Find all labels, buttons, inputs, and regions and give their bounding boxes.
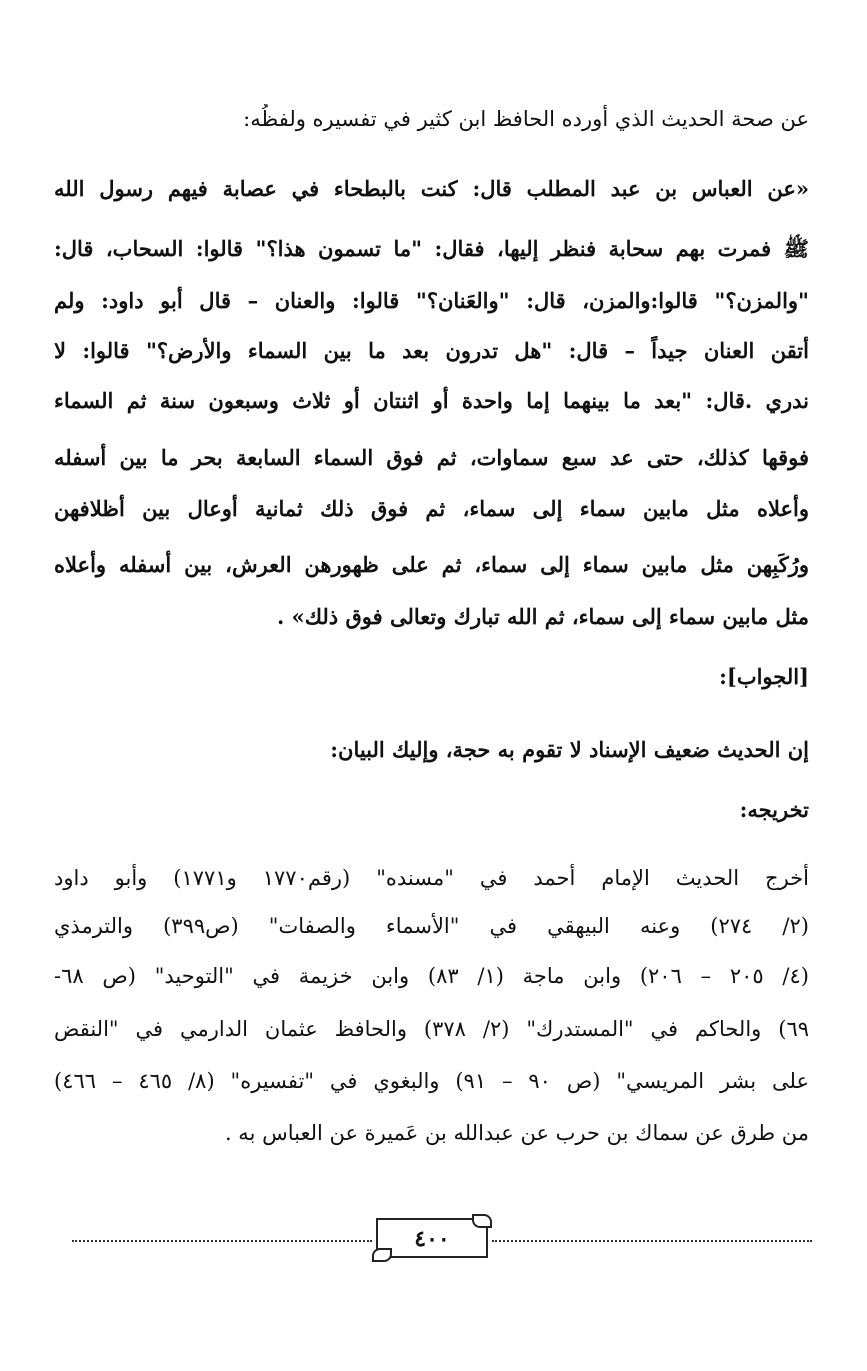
intro-line: عن صحة الحديث الذي أورده الحافظ ابن كثير في تفسيره ولفظُه: — [243, 107, 809, 131]
quote-line-9: مثل مابين سماء إلى سماء، ثم الله تبارك وتعالى فوق ذلك» . — [276, 604, 809, 629]
takhrij-line-6: من طرق عن سماك بن حرب عن عبدالله بن عَميرة عن العباس به . — [224, 1121, 809, 1145]
footer-divider-left — [72, 1240, 372, 1242]
quote-line-5: ندري .قال: "بعد ما بينهما إما واحدة أو اثنتان أو ثلاث وسبعون سنة ثم السماء — [54, 388, 809, 413]
quote-line-6: فوقها كذلك، حتى عد سبع سماوات، ثم فوق السماء السابعة بحر ما بين أسفله — [54, 445, 809, 470]
takhrij-line-4: ٦٩) والحاكم في "المستدرك" (٢/ ٣٧٨) والحافظ عثمان الدارمي في "النقض — [54, 1017, 809, 1041]
quote-line-8: ورُكَبِهن مثل مابين سماء إلى سماء، ثم على ظهورهن العرش، بين أسفله وأعلاه — [54, 552, 809, 577]
answer-heading: [الجواب]: — [719, 664, 809, 689]
footer-divider-right — [492, 1240, 812, 1242]
takhrij-line-3: (٤/ ٢٠٥ – ٢٠٦) وابن ماجة (١/ ٨٣) وابن خزيمة في "التوحيد" (ص ٦٨- — [54, 964, 809, 988]
quote-line-2: ﷺ فمرت بهم سحابة فنظر إليها، فقال: "ما تسمون هذا؟" قالوا: السحاب، قال: — [54, 236, 809, 261]
takhrij-line-1: أخرج الحديث الإمام أحمد في "مسنده" (رقم١٧٧٠ و١٧٧١) وأبو داود — [54, 866, 809, 890]
page-number-frame — [376, 1218, 488, 1258]
answer-text: إن الحديث ضعيف الإسناد لا تقوم به حجة، وإليك البيان: — [330, 737, 809, 762]
quote-line-1: «عن العباس بن عبد المطلب قال: كنت بالبطحاء في عصابة فيهم رسول الله — [54, 176, 809, 201]
takhrij-heading: تخريجه: — [739, 797, 809, 822]
quote-line-7: وأعلاه مثل مابين سماء إلى سماء، ثم فوق ذلك ثمانية أوعال بين أظلافهن — [54, 496, 809, 521]
quote-line-3: "والمزن؟" قالوا:والمزن، قال: "والعَنان؟" قالوا: والعنان – قال أبو داود: ولم — [54, 288, 809, 313]
takhrij-line-5: على بشر المريسي" (ص ٩٠ – ٩١) والبغوي في "تفسيره" (٨/ ٤٦٥ – ٤٦٦) — [54, 1069, 809, 1093]
takhrij-line-2: (٢/ ٢٧٤) وعنه البيهقي في "الأسماء والصفات" (ص٣٩٩) والترمذي — [54, 914, 809, 938]
quote-line-4: أتقن العنان جيداً – قال: "هل تدرون بعد ما بين السماء والأرض؟" قالوا: لا — [54, 338, 809, 363]
page-number: ٤٠٠ — [414, 1226, 450, 1252]
